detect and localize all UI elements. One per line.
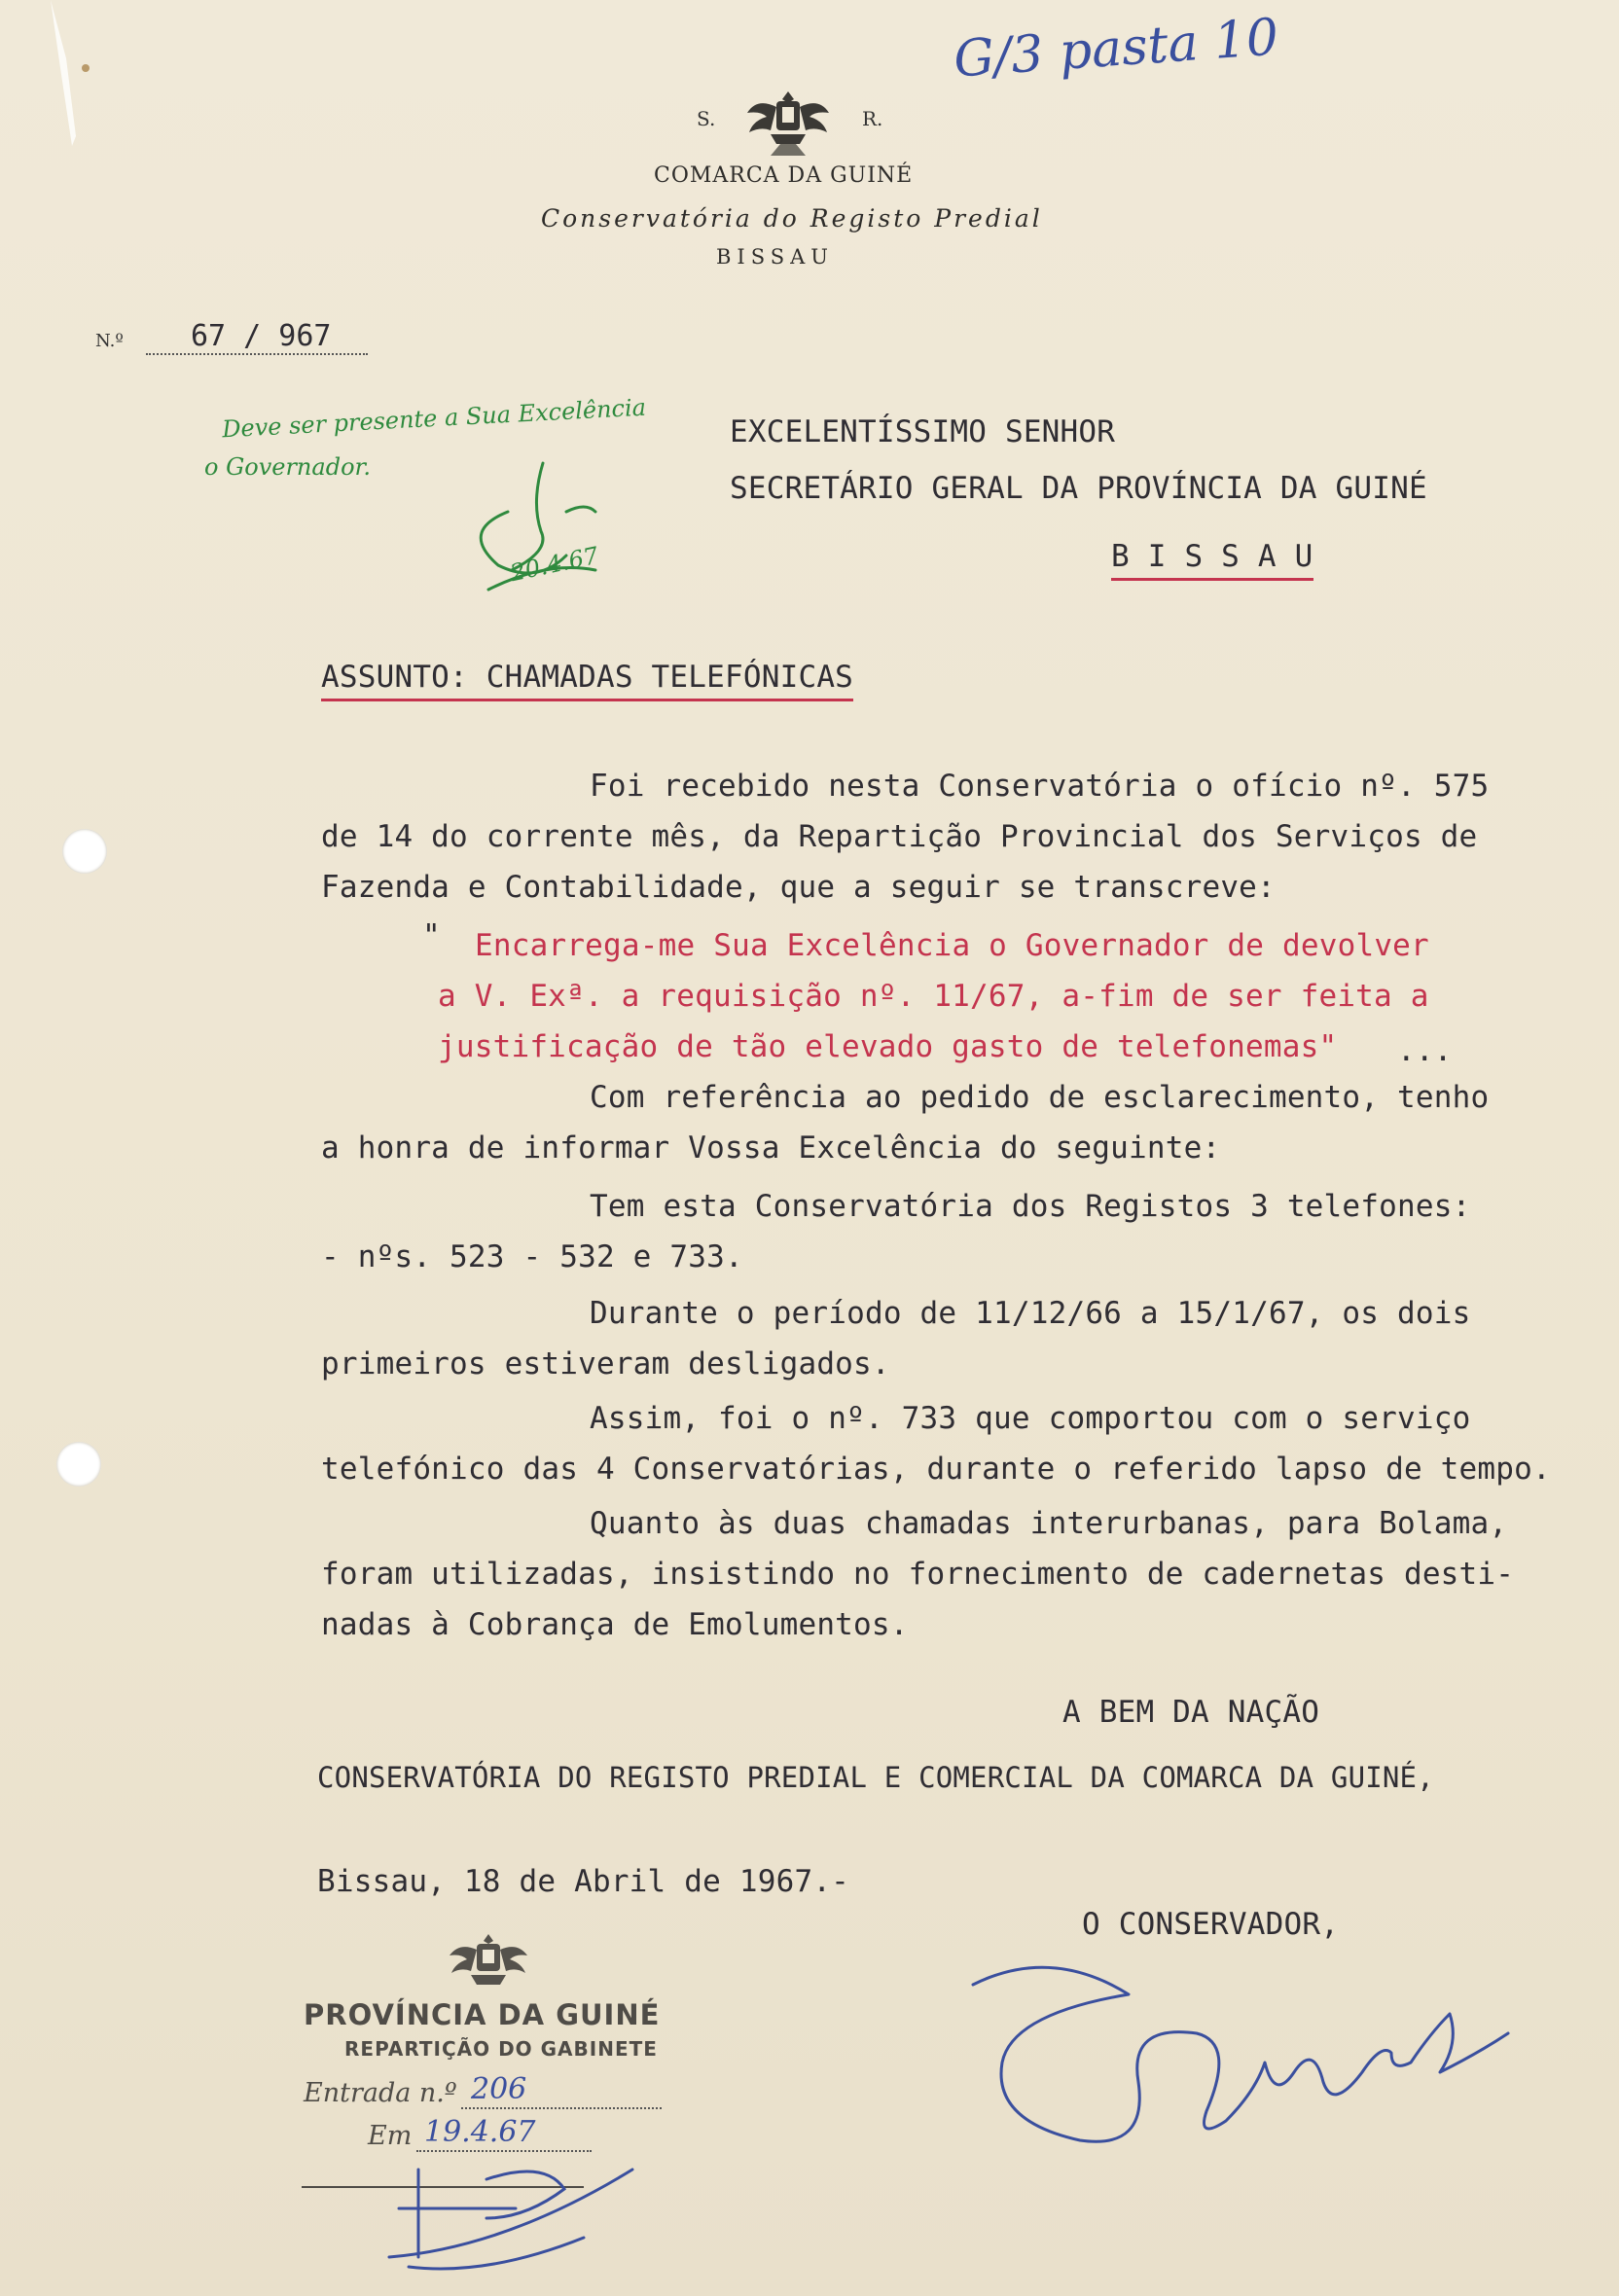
letterhead-city: BISSAU [716, 245, 834, 269]
subject-line: ASSUNTO: CHAMADAS TELEFÓNICAS [321, 660, 853, 701]
body-line-7: - nºs. 523 - 532 e 733. [321, 1239, 743, 1274]
annotation-line-1: Deve ser presente a Sua Excelência [221, 393, 647, 444]
closing-date: Bissau, 18 de Abril de 1967.- [317, 1864, 850, 1899]
addressee-line-2: SECRETÁRIO GERAL DA PROVÍNCIA DA GUINÉ [730, 471, 1427, 506]
stamp-coat-of-arms-icon [444, 1932, 533, 1996]
quote-line-1: Encarrega-me Sua Excelência o Governador de devolver [475, 928, 1429, 963]
closing-office: CONSERVATÓRIA DO REGISTO PREDIAL E COMERCIAL DA COMARCA DA GUINÉ, [317, 1761, 1434, 1794]
stamp-em-value: 19.4.67 [424, 2115, 536, 2149]
stamp-em-label: Em [368, 2121, 413, 2151]
quote-line-3-ellipsis: ... [1397, 1033, 1453, 1068]
quote-line-3: justificação de tão elevado gasto de telefonemas" [438, 1029, 1338, 1064]
conservador-signature [953, 1946, 1518, 2160]
margin-note: G/3 pasta 10 [952, 8, 1280, 90]
body-line-2: de 14 do corrente mês, da Repartição Provincial dos Serviços de [321, 819, 1478, 854]
body-line-14: nadas à Cobrança de Emolumentos. [321, 1607, 909, 1642]
stamp-title: PROVÍNCIA DA GUINÉ [304, 1998, 661, 2031]
annotation-date: 20.4.67 [508, 541, 601, 588]
reference-number-text: 67 / 967 [191, 319, 332, 353]
body-line-3: Fazenda e Contabilidade, que a seguir se transcreve: [321, 870, 1276, 905]
letterhead-conservatoria: Conservatória do Registo Predial [541, 204, 1043, 233]
annotation-line-2: o Governador. [204, 453, 371, 481]
body-line-12: Quanto às duas chamadas interurbanas, para Bolama, [590, 1506, 1508, 1541]
body-line-10: Assim, foi o nº. 733 que comportou com o serviço [590, 1401, 1471, 1436]
closing-signer: O CONSERVADOR, [1082, 1907, 1340, 1942]
stamp-scribble [292, 2150, 759, 2286]
body-line-5: a honra de informar Vossa Excelência do seguinte: [321, 1130, 1221, 1166]
stamp-subtitle: REPARTIÇÃO DO GABINETE [344, 2037, 658, 2061]
body-line-11: telefónico das 4 Conservatórias, durante o referido lapso de tempo. [321, 1452, 1551, 1487]
torn-corner-mark [39, 0, 97, 156]
coat-of-arms-icon [741, 86, 835, 160]
letterhead-sr-left: S. [697, 107, 716, 130]
stamp-em-field [416, 2115, 592, 2152]
stamp-entrada-label: Entrada n.º [304, 2078, 457, 2108]
body-line-6: Tem esta Conservatória dos Registos 3 telefones: [590, 1189, 1471, 1224]
reference-number-value [146, 319, 368, 355]
addressee-city: B I S S A U [1111, 539, 1313, 581]
body-line-9: primeiros estiveram desligados. [321, 1346, 890, 1381]
stamp-entrada-value: 206 [471, 2072, 527, 2106]
quote-mark: " [422, 918, 441, 953]
body-line-1: Foi recebido nesta Conservatória o ofício nº. 575 [590, 769, 1490, 804]
reference-number-label: N.º [95, 331, 124, 351]
stamp-entrada-field [461, 2072, 662, 2109]
body-line-4: Com referência ao pedido de esclarecimento, tenho [590, 1080, 1490, 1115]
punch-hole-bottom [56, 1442, 101, 1487]
closing-motto: A BEM DA NAÇÃO [1062, 1695, 1320, 1730]
letterhead-comarca: COMARCA DA GUINÉ [654, 163, 914, 188]
letterhead-sr-right: R. [862, 107, 883, 130]
body-line-13: foram utilizadas, insistindo no fornecimento de cadernetas desti- [321, 1557, 1515, 1592]
body-line-8: Durante o período de 11/12/66 a 15/1/67, os dois [590, 1296, 1471, 1331]
addressee-line-1: EXCELENTÍSSIMO SENHOR [730, 414, 1116, 449]
punch-hole-top [62, 829, 107, 874]
quote-line-2: a V. Exª. a requisição nº. 11/67, a-fim de ser feita a [438, 979, 1429, 1014]
